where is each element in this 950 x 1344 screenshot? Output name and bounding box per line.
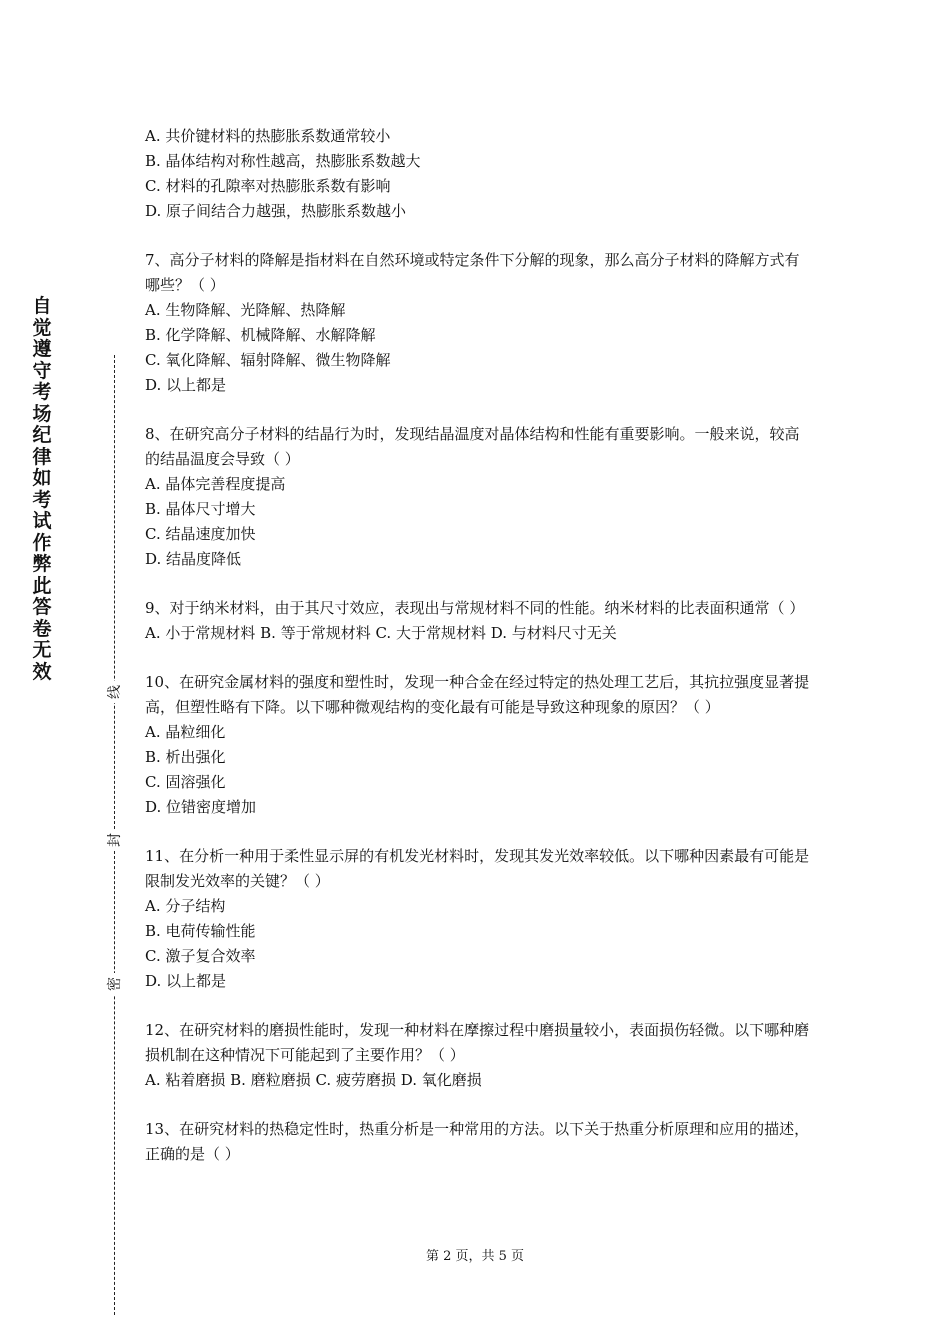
question-list	[145, 124, 813, 1167]
option-d: D. 结晶度降低	[145, 550, 242, 568]
option-c: C. 氧化降解、辐射降解、微生物降解	[145, 351, 391, 369]
binding-mark-seal: 封	[103, 829, 127, 851]
question-stem: 7、高分子材料的降解是指材料在自然环境或特定条件下分解的现象，那么高分子材料的降解方式有哪些？（ ）	[145, 251, 800, 294]
question-stem: 10、在研究金属材料的强度和塑性时，发现一种合金在经过特定的热处理工艺后，其抗拉强度显著提高，但塑性略有下降。以下哪种微观结构的变化最有可能是导致这种现象的原因？（ ）	[145, 673, 810, 716]
option-b: B. 晶体尺寸增大	[145, 500, 256, 518]
option-c: C. 激子复合效率	[145, 947, 256, 965]
question-10	[145, 670, 813, 820]
option-a: A. 生物降解、光降解、热降解	[145, 301, 346, 319]
option-c: C. 固溶强化	[145, 773, 226, 791]
option-d: D. 以上都是	[145, 376, 227, 394]
option-d: D. 位错密度增加	[145, 798, 257, 816]
question-9	[145, 596, 813, 646]
option-c: C. 材料的孔隙率对热膨胀系数有影响	[145, 177, 391, 195]
exam-discipline-notice: 自觉遵守考场纪律如考试作弊此答卷无效	[32, 295, 52, 683]
option-a: A. 分子结构	[145, 897, 226, 915]
inline-options: A. 粘着磨损 B. 磨粒磨损 C. 疲劳磨损 D. 氧化磨损	[145, 1071, 482, 1089]
question-stem: 8、在研究高分子材料的结晶行为时，发现结晶温度对晶体结构和性能有重要影响。一般来说，较高的结晶温度会导致（ ）	[145, 425, 800, 468]
option-b: B. 晶体结构对称性越高，热膨胀系数越大	[145, 152, 421, 170]
option-b: B. 电荷传输性能	[145, 922, 256, 940]
option-d: D. 以上都是	[145, 972, 227, 990]
option-b: B. 化学降解、机械降解、水解降解	[145, 326, 376, 344]
question-stem: 12、在研究材料的磨损性能时，发现一种材料在摩擦过程中磨损量较小，表面损伤轻微。以下哪种磨损机制在这种情况下可能起到了主要作用？（ ）	[145, 1021, 810, 1064]
question-stem: 9、对于纳米材料，由于其尺寸效应，表现出与常规材料不同的性能。纳米材料的比表面积通常（ ）	[145, 599, 805, 617]
question-12	[145, 1018, 813, 1093]
binding-mark-line: 线	[103, 681, 127, 703]
question-7	[145, 248, 813, 398]
question-11	[145, 844, 813, 994]
question-6-options-continued	[145, 124, 813, 224]
question-8	[145, 422, 813, 572]
option-a: A. 晶粒细化	[145, 723, 226, 741]
question-stem: 13、在研究材料的热稳定性时，热重分析是一种常用的方法。以下关于热重分析原理和应用的描述，正确的是（ ）	[145, 1120, 810, 1163]
option-c: C. 结晶速度加快	[145, 525, 256, 543]
option-d: D. 原子间结合力越强，热膨胀系数越小	[145, 202, 407, 220]
binding-mark-secret: 密	[103, 973, 127, 995]
question-13	[145, 1117, 813, 1167]
page-number: 第 2 页，共 5 页	[425, 1249, 525, 1264]
option-a: A. 晶体完善程度提高	[145, 475, 286, 493]
inline-options: A. 小于常规材料 B. 等于常规材料 C. 大于常规材料 D. 与材料尺寸无关	[145, 624, 617, 642]
question-stem: 11、在分析一种用于柔性显示屏的有机发光材料时，发现其发光效率较低。以下哪种因素最有可能是限制发光效率的关键？（ ）	[145, 847, 810, 890]
option-b: B. 析出强化	[145, 748, 226, 766]
option-a: A. 共价键材料的热膨胀系数通常较小	[145, 127, 391, 145]
